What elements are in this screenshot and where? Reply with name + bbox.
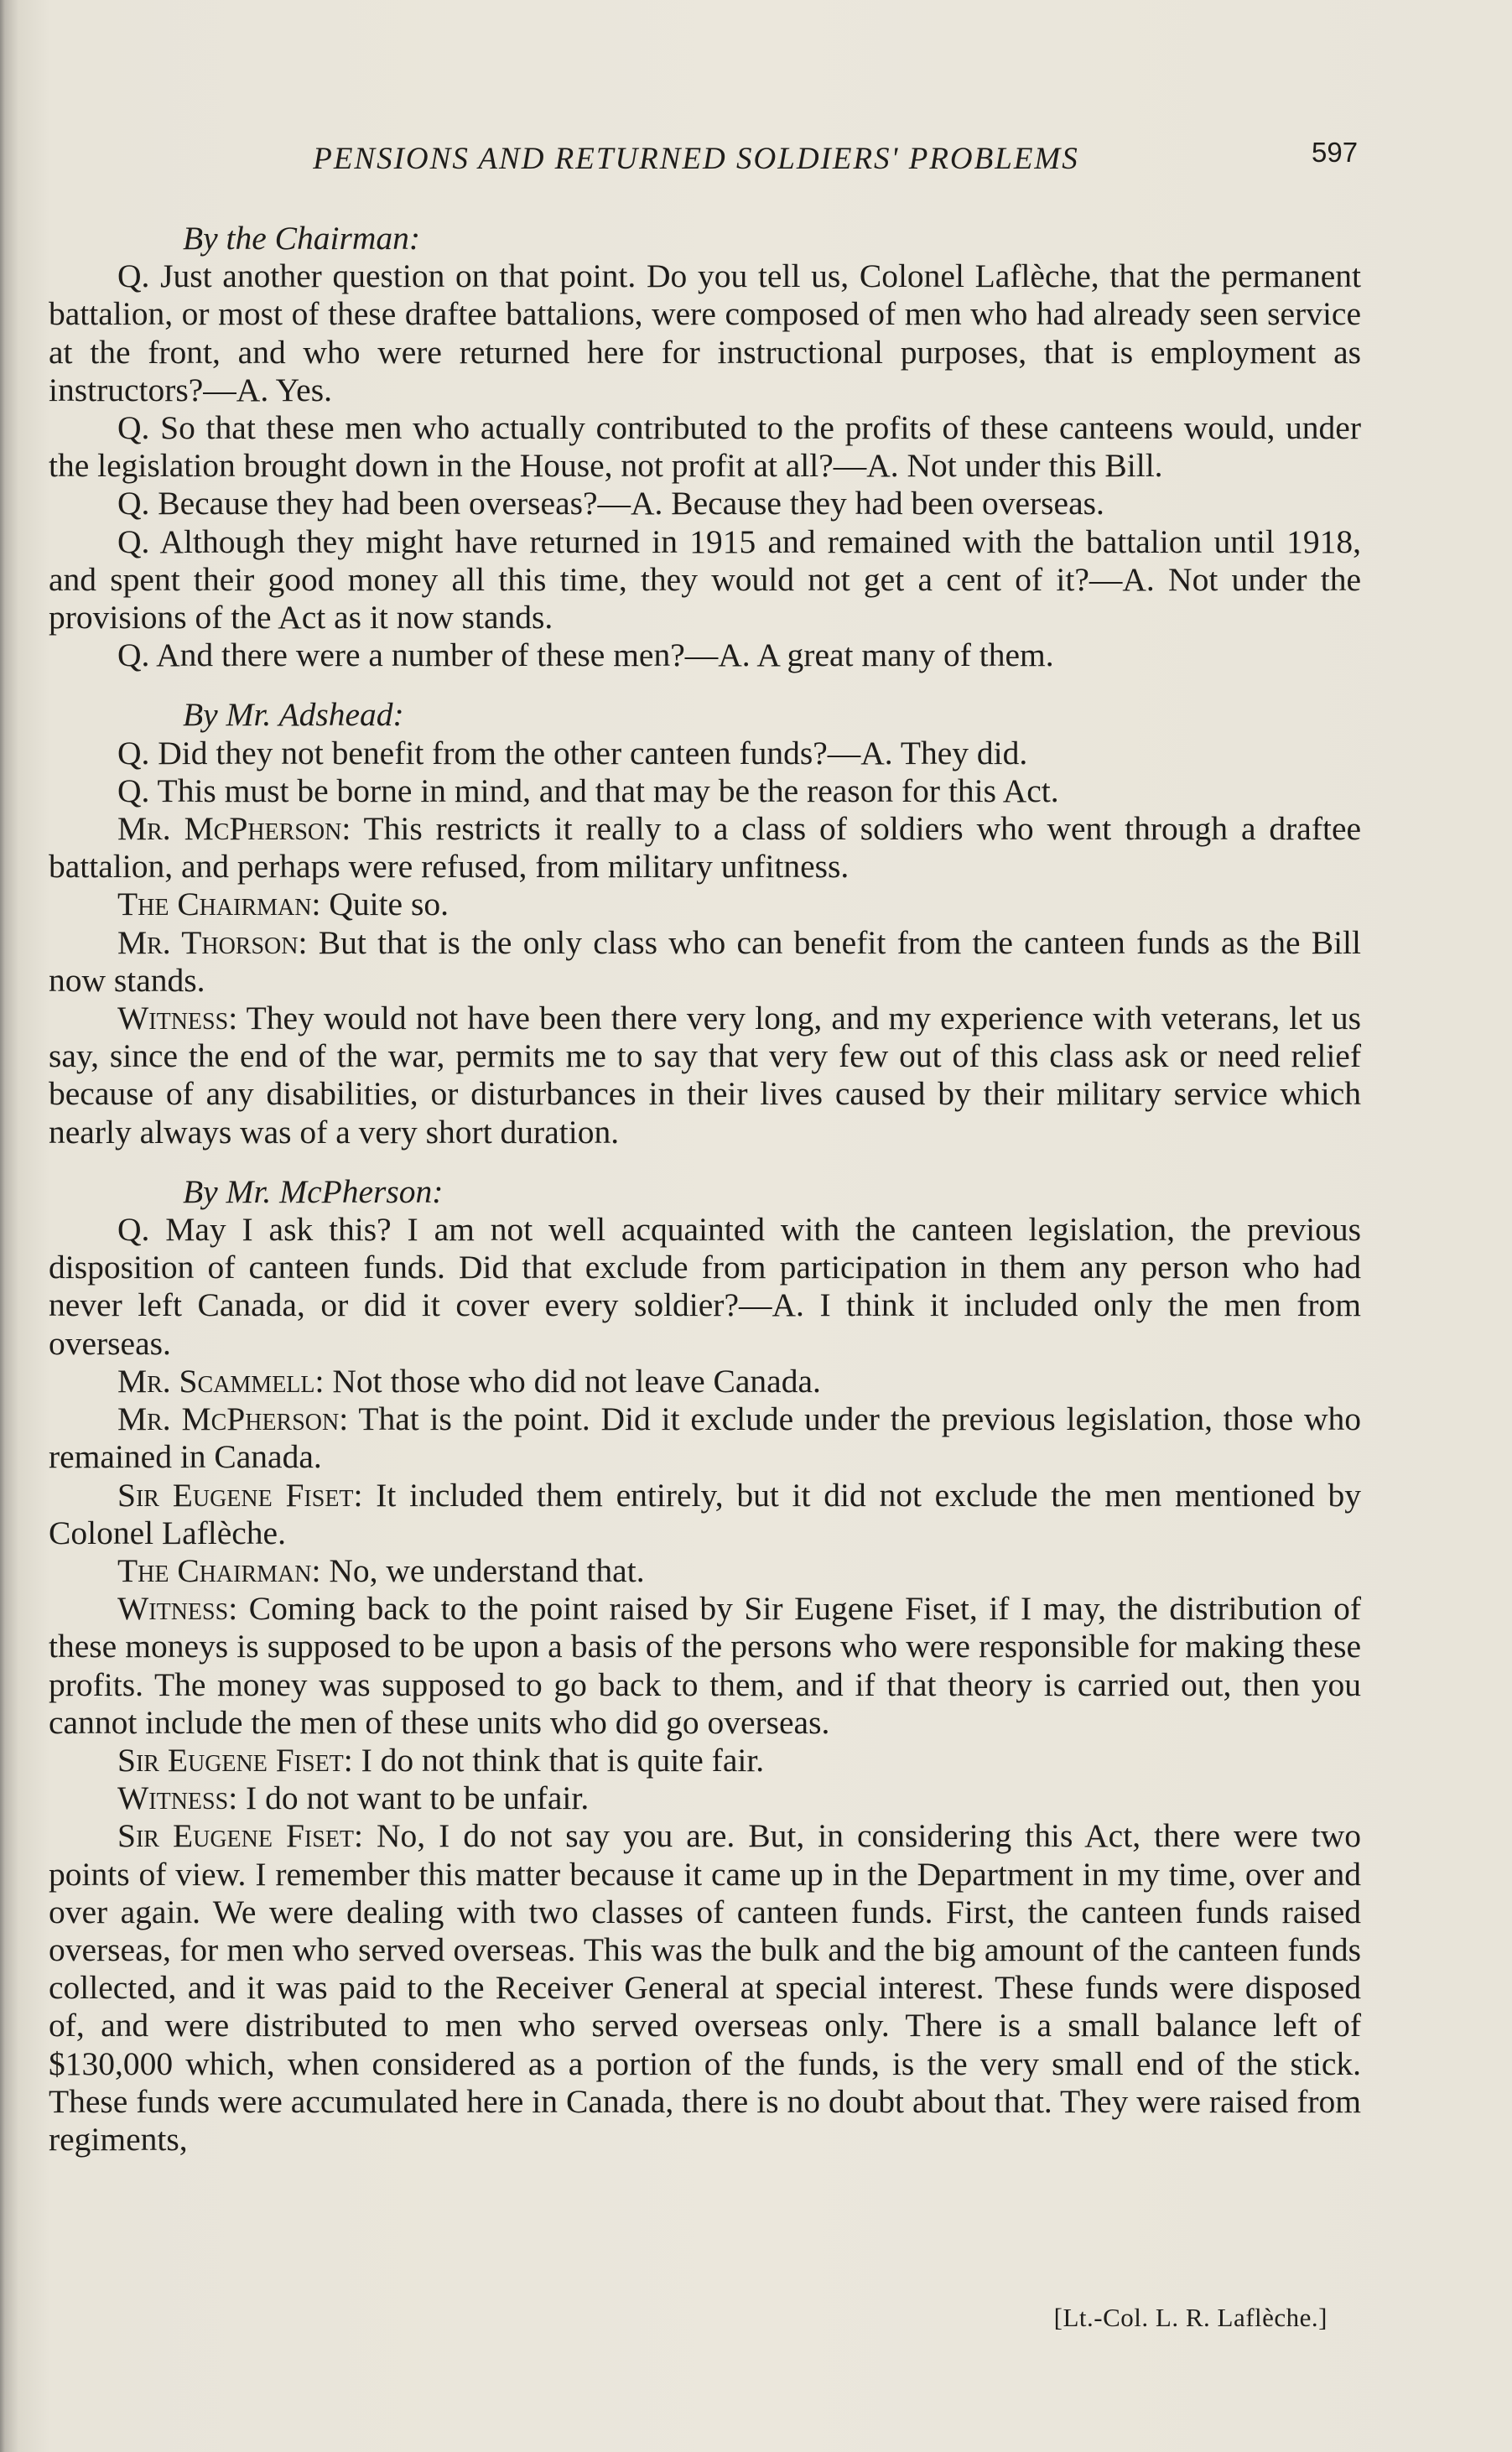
witness-signature: [Lt.-Col. L. R. Laflèche.] — [1053, 2303, 1328, 2332]
speech-text: It included them entirely, but it did not exclude the men mentioned by Colonel Laflèche. — [49, 1476, 1361, 1551]
section-heading: By the Chairman: — [183, 220, 421, 257]
section-heading: By Mr. McPherson: — [183, 1172, 444, 1210]
speaker-name: Witness — [117, 1590, 229, 1628]
speech-text: That is the point. Did it exclude under the previous legislation, those who remained in Canada. — [49, 1400, 1362, 1476]
speaker-name: Sir Eugene Fiset — [117, 1476, 354, 1514]
running-head: PENSIONS AND RETURNED SOLDIERS' PROBLEMS — [313, 142, 1079, 176]
speaker-name: Mr. McPherson — [117, 1400, 340, 1438]
speech-text: But that is the only class who can benefit from the canteen funds as the Bill now stands. — [49, 923, 1362, 999]
speaker-name: Sir Eugene Fiset — [117, 1741, 344, 1779]
speaker-paragraph: Mr. McPherson: That is the point. Did it exclude under the previous legislation, those who remained in Canada. — [49, 1400, 1362, 1476]
question-answer-paragraph: Q. So that these men who actually contributed to the profits of these canteens would, under the legislation brought down in the House, not profit at all?—A. Not under this Bill. — [49, 409, 1361, 485]
speaker-paragraph: Mr. Thorson: But that is the only class who can benefit from the canteen funds as the Bill now stands. — [49, 923, 1362, 999]
question-answer-paragraph: Q. And there were a number of these men?—A. A great many of them. — [117, 636, 1054, 674]
speaker-paragraph: Sir Eugene Fiset: It included them entirely, but it did not exclude the men mentioned by Colonel Laflèche. — [49, 1476, 1361, 1551]
speaker-name: Mr. Thorson — [117, 923, 299, 961]
speaker-paragraph: Witness: They would not have been there very long, and my experience with veterans, let us say, since the end of the war, permits me to say that very few out of this class ask or need relief because of any disabilities, or disturbances in their lives caused by their military service which nearly always was of a very short duration. — [49, 1000, 1361, 1151]
question-answer-paragraph: Q. Did they not benefit from the other canteen funds?—A. They did. — [117, 734, 1028, 771]
speaker-paragraph: Sir Eugene Fiset: No, I do not say you are. But, in considering this Act, there were two points of view. I remember this matter because it came up in the Department in my time, over and over again. We were dealing with two classes of canteen funds. First, the canteen funds raised overseas, for men who served overseas. This was the bulk and the big amount of the canteen funds collected, and it was paid to the Receiver General at special interest. These funds were disposed of, and were distributed to men who served overseas only. There is a small balance left of $130,000 which, when considered as a portion of the funds, is the very small end of the stick. These funds were accumulated here in Canada, there is no doubt about that. They were raised from regiments, — [49, 1817, 1361, 2158]
section-heading: By Mr. Adshead: — [183, 696, 404, 734]
speech-text: Quite so. — [329, 886, 449, 923]
speaker-name: Witness — [117, 1779, 229, 1817]
speech-text: This restricts it really to a class of soldiers who went through a draftee battalion, and perhaps were refused, from military unfitness. — [49, 810, 1362, 886]
question-answer-paragraph: Q. This must be borne in mind, and that may be the reason for this Act. — [117, 771, 1059, 809]
speaker-paragraph: Witness: Coming back to the point raised by Sir Eugene Fiset, if I may, the distribution of these moneys is supposed to be upon a basis of the persons who were responsible for making these profits. The money was supposed to go back to them, and if that theory is carried out, then you cannot include the men of these units who did go overseas. — [49, 1590, 1361, 1741]
speech-text: I do not want to be unfair. — [246, 1779, 590, 1817]
speaker-paragraph: The Chairman: No, we understand that. — [117, 1551, 645, 1589]
speech-text: Coming back to the point raised by Sir Eugene Fiset, if I may, the distribution of these moneys is supposed to be upon a basis of the persons who were responsible for making these profits. The money was supposed to go back to them, and if that theory is carried out, then you cannot include the men of these units who did go overseas. — [49, 1590, 1361, 1741]
question-answer-paragraph: Q. Just another question on that point. Do you tell us, Colonel Laflèche, that the permanent battalion, or most of these draftee battalions, were composed of men who had already seen service at the front, and who were returned here for instructional purposes, that is employment as instructors?—A. Yes. — [49, 257, 1361, 408]
speaker-name: The Chairman — [117, 1551, 312, 1589]
speaker-name: The Chairman — [117, 886, 312, 923]
speaker-paragraph: Sir Eugene Fiset: I do not think that is quite fair. — [117, 1741, 765, 1779]
body-text — [49, 220, 1361, 2158]
speaker-paragraph: Witness: I do not want to be unfair. — [117, 1779, 590, 1817]
speech-text: Not those who did not leave Canada. — [332, 1362, 821, 1400]
speaker-paragraph: Mr. Scammell: Not those who did not leave Canada. — [117, 1362, 821, 1400]
question-answer-paragraph: Q. Because they had been overseas?—A. Because they had been overseas. — [117, 485, 1104, 522]
speaker-name: Sir Eugene Fiset — [117, 1817, 355, 1855]
speaker-name: Mr. McPherson — [117, 810, 342, 848]
speaker-paragraph: Mr. McPherson: This restricts it really to a class of soldiers who went through a draftee battalion, and perhaps were refused, from military unfitness. — [49, 810, 1362, 886]
speech-text: No, we understand that. — [329, 1551, 645, 1589]
speaker-paragraph: The Chairman: Quite so. — [117, 886, 449, 923]
question-answer-paragraph: Q. May I ask this? I am not well acquainted with the canteen legislation, the previous disposition of canteen funds. Did that exclude from participation in them any person who had never left Canada, or did it cover every soldier?—A. I think it included only the men from overseas. — [49, 1211, 1361, 1362]
speaker-name: Witness — [117, 1000, 229, 1037]
speech-text: No, I do not say you are. But, in considering this Act, there were two points of view. I remember this matter because it came up in the Department in my time, over and over again. We were dealing with two classes of canteen funds. First, the canteen funds raised overseas, for men who served overseas. This was the bulk and the big amount of the canteen funds collected, and it was paid to the Receiver General at special interest. These funds were disposed of, and were distributed to men who served overseas only. There is a small balance left of $130,000 which, when considered as a portion of the funds, is the very small end of the stick. These funds were accumulated here in Canada, there is no doubt about that. They were raised from regiments, — [49, 1817, 1361, 2158]
speaker-name: Mr. Scammell — [117, 1362, 315, 1400]
speech-text: I do not think that is quite fair. — [361, 1741, 765, 1779]
speech-text: They would not have been there very long, and my experience with veterans, let us say, since the end of the war, permits me to say that very few out of this class ask or need relief because of any disabilities, or disturbances in their lives caused by their military service which nearly always was of a very short duration. — [49, 1000, 1361, 1151]
question-answer-paragraph: Q. Although they might have returned in 1915 and remained with the battalion until 1918, and spent their good money all this time, they would not get a cent of it?—A. Not under the provisions of the Act as it now stands. — [49, 522, 1361, 636]
page-number: 597 — [1312, 137, 1359, 168]
